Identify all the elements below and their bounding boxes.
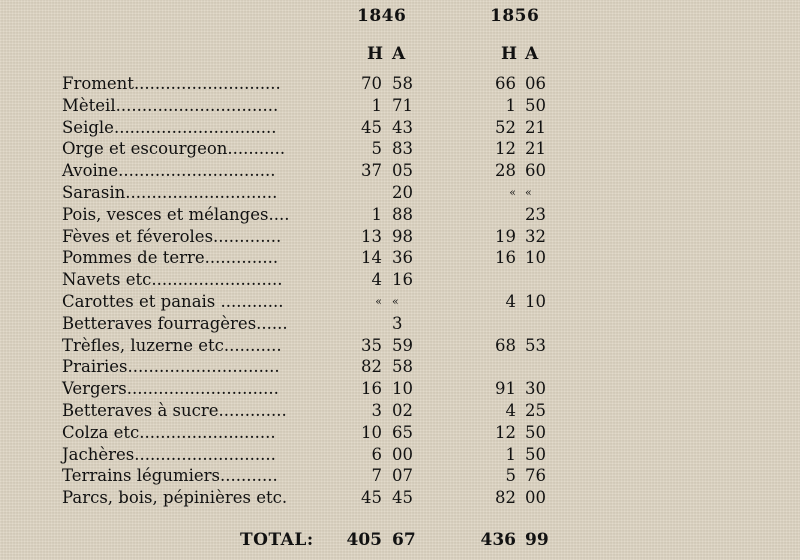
hectares-1856: 28 [495, 161, 516, 181]
hectares-1856: 4 [505, 400, 516, 420]
hectares-1856: 12 [495, 422, 516, 442]
crop-label: Betteraves à sucre............. [62, 400, 287, 420]
ares-1846: 45 [392, 488, 413, 508]
crop-label: Sarasin............................. [62, 182, 278, 202]
hectares-1856: 82 [495, 488, 516, 508]
table-row [0, 335, 800, 357]
hectares-header-1856: H [501, 44, 518, 64]
hectares-1846: « [375, 294, 382, 308]
hectares-1856: « [509, 185, 516, 199]
ares-1856: 21 [525, 117, 546, 137]
ares-1856: 06 [525, 74, 546, 93]
hectares-1846: 45 [361, 488, 382, 508]
table-row [0, 73, 800, 95]
crop-label: Jachères........................... [62, 444, 276, 464]
year-1846-header: 1846 [357, 6, 407, 26]
table-row [0, 138, 800, 160]
hectares-1856: 16 [495, 248, 516, 268]
total-row [0, 528, 800, 552]
ares-header-1846: A [392, 44, 406, 64]
crop-label: Avoine.............................. [62, 161, 276, 181]
hectares-1846: 16 [361, 379, 382, 399]
ares-1856: 25 [525, 400, 546, 420]
hectares-1846: 10 [361, 422, 382, 442]
table-row [0, 269, 800, 291]
hectares-1856: 1 [505, 444, 516, 464]
crop-label: Carottes et panais ............ [62, 291, 284, 311]
crop-label: Orge et escourgeon........... [62, 139, 286, 159]
ares-1856: 50 [525, 422, 546, 442]
crop-label: Parcs, bois, pépinières etc. [62, 488, 288, 508]
hectares-1856: 66 [495, 74, 516, 93]
ares-1846: 07 [392, 466, 413, 486]
crop-label: Seigle............................... [62, 117, 277, 137]
hectares-1846: 14 [361, 248, 382, 268]
total-hectares-1846: 405 [346, 530, 382, 550]
table-row [0, 204, 800, 226]
table-row [0, 313, 800, 335]
ares-1856: 50 [525, 95, 546, 115]
crop-label: Mèteil............................... [62, 95, 279, 115]
table-row [0, 422, 800, 444]
hectares-1856: 19 [495, 226, 516, 246]
ares-1846: 58 [392, 357, 413, 377]
ares-1856: 21 [525, 139, 546, 159]
table-row [0, 400, 800, 422]
ares-1846: 20 [392, 182, 413, 202]
ares-1846: 3 [392, 313, 403, 333]
crop-label: Colza etc.......................... [62, 422, 276, 442]
ares-1846: 58 [392, 74, 413, 93]
hectares-1846: 1 [371, 204, 382, 224]
table-row [0, 444, 800, 466]
crop-label: Trèfles, luzerne etc........... [62, 335, 282, 355]
hectares-1846: 82 [361, 357, 382, 377]
table-row [0, 487, 800, 509]
hectares-1846: 35 [361, 335, 382, 355]
table-row [0, 465, 800, 487]
year-1856-header: 1856 [490, 6, 540, 26]
ares-1856: 50 [525, 444, 546, 464]
ares-1856: 30 [525, 379, 546, 399]
total-ares-1856: 99 [525, 530, 549, 550]
hectares-1846: 3 [371, 400, 382, 420]
crop-label: Froment............................ [62, 74, 281, 93]
table-row [0, 356, 800, 378]
crop-label: Pois, vesces et mélanges.... [62, 204, 290, 224]
hectares-1846: 4 [371, 270, 382, 290]
ares-1846: 36 [392, 248, 413, 268]
hectares-1856: 68 [495, 335, 516, 355]
crop-label: Navets etc......................... [62, 270, 283, 290]
total-hectares-1856: 436 [480, 530, 516, 550]
table-row [0, 182, 800, 204]
total-ares-1846: 67 [392, 530, 416, 550]
ares-1846: 83 [392, 139, 413, 159]
table-row [0, 160, 800, 182]
table-row [0, 95, 800, 117]
ares-1846: 05 [392, 161, 413, 181]
ares-1856: 32 [525, 226, 546, 246]
ares-1846: « [392, 294, 399, 308]
ares-1846: 00 [392, 444, 413, 464]
ares-1846: 59 [392, 335, 413, 355]
ares-1846: 88 [392, 204, 413, 224]
crop-table [0, 73, 800, 509]
hectares-1846: 13 [361, 226, 382, 246]
hectares-1846: 1 [371, 95, 382, 115]
table-row [0, 378, 800, 400]
ares-1856: 76 [525, 466, 546, 486]
table-row [0, 291, 800, 313]
ares-1856: 23 [525, 204, 546, 224]
hectares-1846: 7 [371, 466, 382, 486]
ares-1856: « [525, 185, 532, 199]
hectares-header-1846: H [367, 44, 384, 64]
hectares-1856: 5 [505, 466, 516, 486]
hectares-1856: 12 [495, 139, 516, 159]
hectares-1856: 1 [505, 95, 516, 115]
hectares-1846: 5 [371, 139, 382, 159]
crop-label: Terrains légumiers........... [62, 466, 278, 486]
crop-label: Fèves et féveroles............. [62, 226, 282, 246]
total-label: TOTAL: [240, 530, 314, 550]
table-row [0, 247, 800, 269]
ares-header-1856: A [525, 44, 539, 64]
ares-1856: 00 [525, 488, 546, 508]
hectares-1856: 91 [495, 379, 516, 399]
ares-1856: 10 [525, 291, 546, 311]
ares-1846: 98 [392, 226, 413, 246]
hectares-1856: 4 [505, 291, 516, 311]
crop-label: Prairies............................. [62, 357, 280, 377]
ares-1846: 71 [392, 95, 413, 115]
ares-1856: 53 [525, 335, 546, 355]
hectares-1846: 70 [361, 74, 382, 93]
hectares-1856: 52 [495, 117, 516, 137]
crop-label: Betteraves fourragères...... [62, 313, 288, 333]
table-row [0, 226, 800, 248]
ares-1846: 02 [392, 400, 413, 420]
crop-label: Vergers............................. [62, 379, 279, 399]
table-row [0, 117, 800, 139]
ares-1846: 65 [392, 422, 413, 442]
ares-1846: 43 [392, 117, 413, 137]
ares-1846: 10 [392, 379, 413, 399]
hectares-1846: 6 [371, 444, 382, 464]
crop-label: Pommes de terre.............. [62, 248, 279, 268]
ares-1856: 60 [525, 161, 546, 181]
ares-1846: 16 [392, 270, 413, 290]
ares-1856: 10 [525, 248, 546, 268]
hectares-1846: 37 [361, 161, 382, 181]
hectares-1846: 45 [361, 117, 382, 137]
